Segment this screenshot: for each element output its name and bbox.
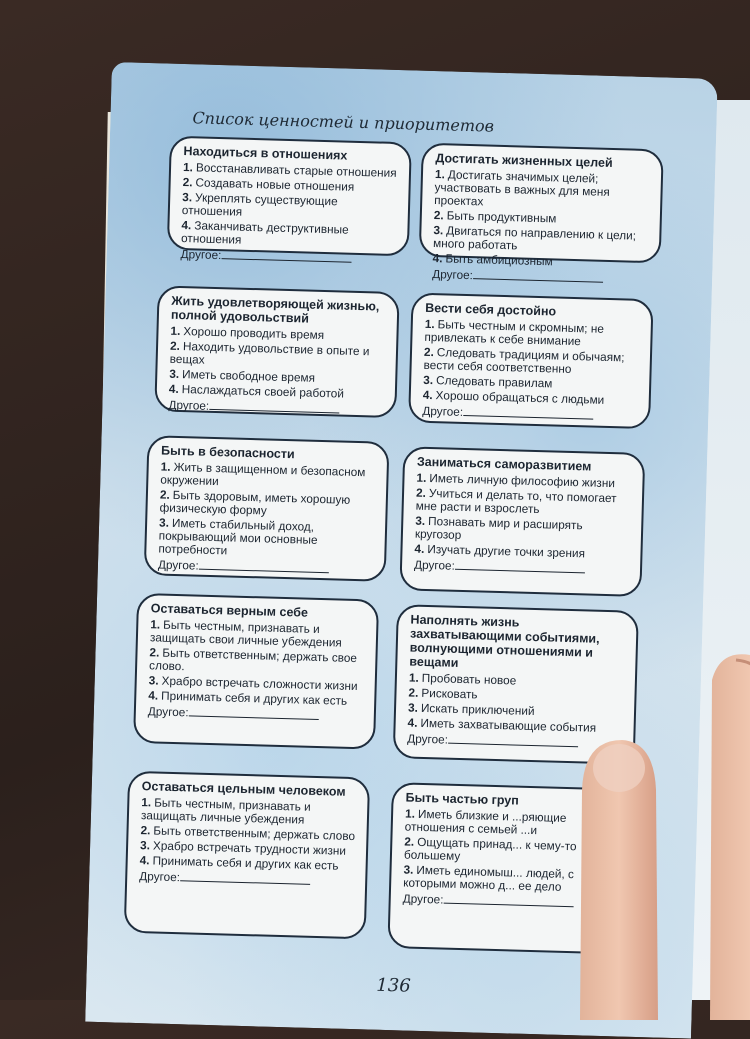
other-field[interactable]: Другое:: [403, 891, 619, 911]
list-item: 1. Хорошо проводить время: [170, 323, 325, 343]
finger-image: [560, 640, 750, 1020]
other-field[interactable]: Другое:: [180, 247, 396, 267]
other-field[interactable]: Другое:: [158, 557, 374, 577]
value-card-life-goals: [419, 143, 664, 283]
list-item: 3. Двигаться по направлению к цели; много работать: [432, 223, 637, 253]
card-heading: Оставаться цельным человеком: [141, 779, 346, 799]
value-card-relationships: [167, 136, 412, 263]
list-item: 3. Укреплять существующие отношения: [181, 190, 338, 219]
list-item: 4. Иметь захватывающие события: [407, 715, 597, 735]
list-item: 4. Быть амбициозным: [432, 251, 553, 269]
card-heading: Достигать жизненных целей: [435, 151, 613, 171]
value-card-pleasure: [154, 285, 399, 418]
card-heading: Находиться в отношениях: [183, 144, 348, 163]
list-item: 3. Следовать правилам: [423, 372, 553, 391]
list-item: 2. Создавать новые отношения: [182, 175, 355, 194]
list-item: 2. Рисковать: [408, 685, 478, 702]
list-item: 3. Храбро встречать трудности жизни: [139, 838, 347, 858]
list-item: 2. Быть продуктивным: [433, 208, 557, 226]
card-heading: Заниматься саморазвитием: [416, 454, 592, 474]
list-item: 3. Храбро встречать сложности жизни: [148, 673, 358, 694]
list-item: 4. Принимать себя и других как есть: [148, 688, 348, 708]
list-item: 4. Заканчивать деструктивные отношения: [180, 218, 349, 247]
list-item: 1. Быть честным, признавать и защищать личные убеждения: [140, 795, 311, 827]
value-card-dignity: [408, 292, 654, 429]
list-item: 4. Хорошо обращаться с людьми: [422, 387, 605, 407]
list-item: 3. Познавать мир и расширять кругозор: [414, 513, 583, 542]
list-item: 1. Пробовать новое: [408, 670, 517, 688]
card-heading: Жить удовлетворяющей жизнью, полной удовольствий: [170, 293, 380, 326]
list-item: 4. Изучать другие точки зрения: [414, 541, 586, 561]
other-field[interactable]: Другое:: [414, 558, 630, 578]
list-item: 1. Иметь близкие и ...ряющие отношения с семьей ...и: [404, 806, 567, 838]
list-item: 2. Быть здоровым, иметь хорошую физическую форму: [159, 487, 351, 518]
card-heading: Оставаться верным себе: [150, 601, 309, 620]
card-heading: Быть в безопасности: [160, 443, 295, 462]
list-item: 1. Быть честным, признавать и защищать свои личные убеждения: [149, 617, 343, 650]
list-item: 2. Быть ответственным; держать свое слово.: [148, 645, 358, 674]
page-number: 136: [376, 974, 411, 997]
list-item: 3. Иметь свободное время: [169, 366, 316, 385]
other-field[interactable]: Другое:: [139, 869, 355, 889]
list-item: 1. Иметь личную философию жизни: [416, 470, 616, 491]
list-item: 1. Восстанавливать старые отношения: [182, 160, 397, 180]
other-field[interactable]: Другое:: [432, 267, 648, 287]
value-card-true-to-self: [133, 593, 379, 750]
card-heading: Наполнять жизнь захватывающими событиями, волнующими отношениями и вещами: [409, 612, 600, 670]
other-field[interactable]: Другое:: [148, 704, 364, 724]
list-item: 3. Иметь стабильный доход, покрывающий мои основные потребности: [158, 515, 318, 558]
list-item: 1. Жить в защищенном и безопасном окружении: [160, 459, 366, 489]
list-item: 2. Находить удовольствие в опыте и вещах: [169, 338, 370, 367]
page-title: Список ценностей и приоритетов: [192, 108, 495, 136]
list-item: 2. Быть ответственным; держать слово: [140, 823, 356, 844]
other-field[interactable]: Другое:: [168, 398, 384, 418]
list-item: 2. Следовать традициям и обычаям; вести себя соответственно: [423, 344, 625, 376]
list-item: 2. Ощущать принад... к чему-то большему: [403, 834, 577, 864]
list-item: 4. Наслаждаться своей работой: [168, 381, 345, 401]
list-item: 1. Достигать значимых целей; участвовать в важных для меня проектах: [434, 167, 610, 209]
list-item: 4. Принимать себя и других как есть: [139, 853, 339, 873]
list-item: 3. Искать приключений: [407, 700, 535, 719]
value-card-integrity: [124, 771, 370, 940]
list-item: 3. Иметь единомыш... людей, с которыми можно д... ее дело: [403, 862, 575, 894]
list-item: 2. Учиться и делать то, что помогает мне расти и взрослеть: [415, 485, 617, 517]
value-card-self-development: [399, 446, 645, 597]
other-field[interactable]: Другое:: [422, 404, 638, 424]
card-heading: Вести себя достойно: [425, 300, 557, 319]
card-heading: Быть частью груп: [405, 790, 519, 808]
list-item: 1. Быть честным и скромным; не привлекать к себе внимание: [424, 316, 605, 349]
value-card-safety: [144, 435, 390, 582]
other-field[interactable]: Другое:: [407, 732, 623, 752]
